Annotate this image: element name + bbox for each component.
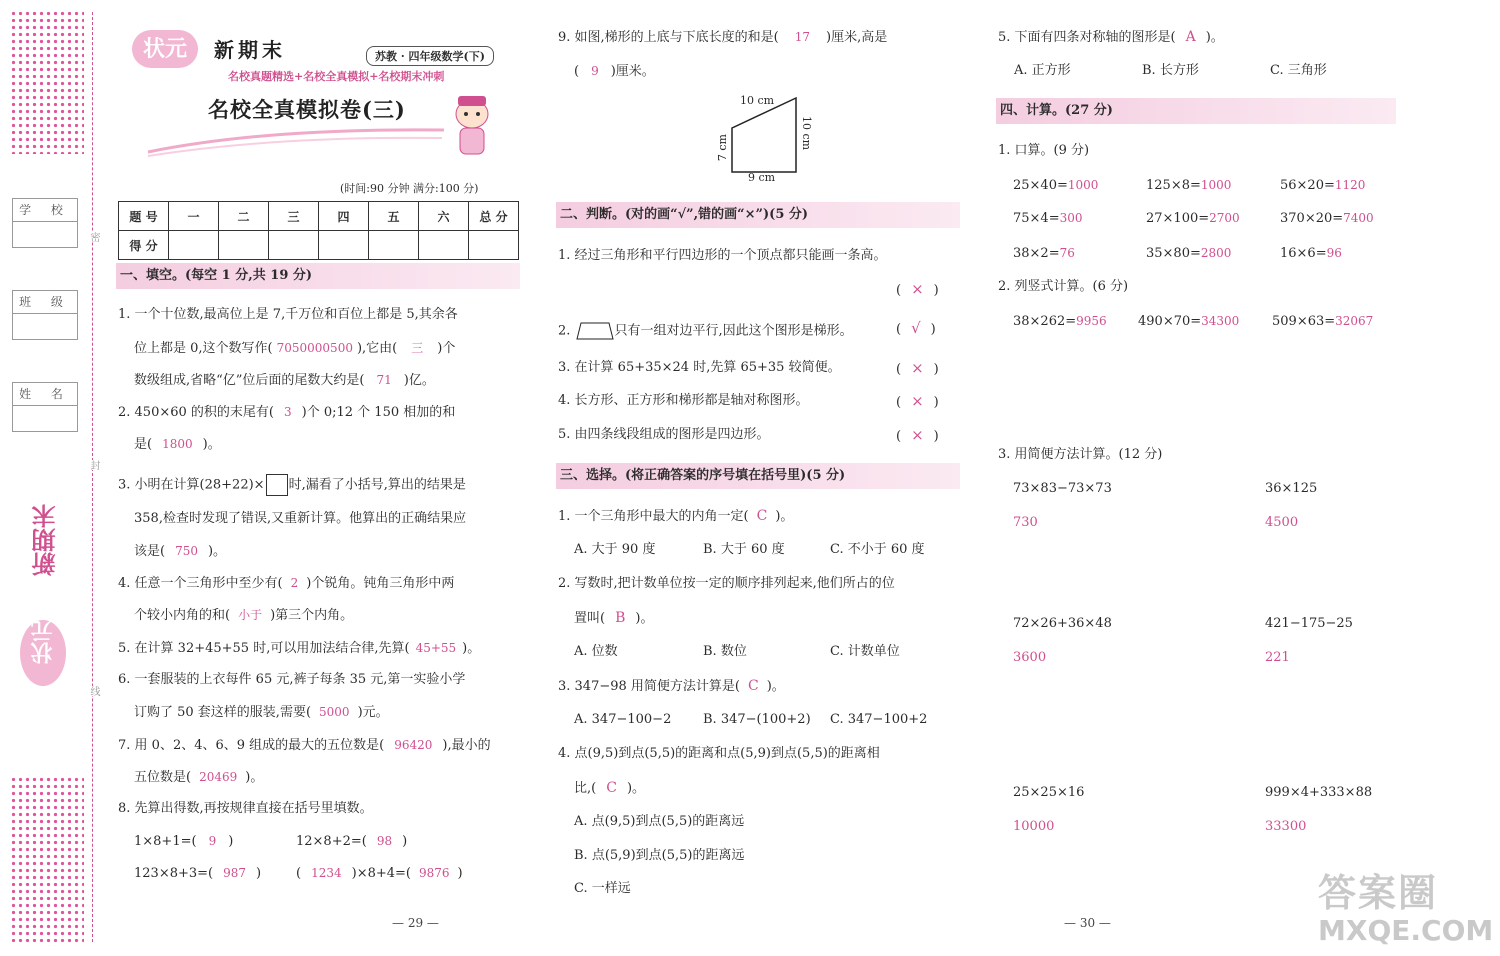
oral-item-1 — [1013, 178, 1098, 193]
answer-mark: × — [911, 426, 924, 444]
seal-xian: 线 — [88, 686, 99, 696]
q4-line2 — [134, 608, 353, 623]
score-cell: 五 — [369, 202, 419, 231]
q5-line1 — [118, 641, 480, 656]
q2-text: 是( — [134, 437, 153, 452]
expr: 56×20= — [1280, 178, 1335, 193]
answer: 5000 — [319, 705, 350, 719]
q2-line2 — [134, 437, 221, 452]
q2-text: 2. 450×60 的积的末尾有( — [118, 405, 274, 420]
q1-text: 数级组成,省略“亿”位后面的尾数大约是( — [134, 373, 365, 388]
q2-line1 — [118, 405, 455, 420]
name-field[interactable] — [12, 382, 78, 432]
answer: 1120 — [1334, 178, 1366, 192]
score-input-cell[interactable] — [469, 231, 519, 260]
section1-title: 一、填空。(每空 1 分,共 19 分) — [116, 263, 520, 289]
expr: 38×262= — [1013, 314, 1077, 329]
oral-item-9 — [1280, 246, 1342, 261]
series-title: 新期末 — [214, 38, 286, 62]
q4-line1 — [118, 576, 454, 591]
choice-text: 比,( — [574, 781, 597, 796]
trapezoid-left-label: 7 cm — [716, 134, 729, 162]
choice-q5-option-c: C. 三角形 — [1270, 63, 1327, 78]
q9-text: 9. 如图,梯形的上底与下底长度的和是( — [558, 30, 779, 45]
choice-q5-stem — [998, 30, 1224, 45]
school-label: 学 校 — [13, 201, 77, 222]
oral-item-6 — [1280, 211, 1374, 226]
answer-mark: × — [911, 359, 924, 377]
choice-q2-line2 — [574, 611, 653, 626]
choice-q4-line1: 4. 点(9,5)到点(5,5)的距离和点(5,9)到点(5,5)的距离相 — [558, 746, 880, 761]
choice-q1-option-c: C. 不小于 60 度 — [830, 542, 925, 557]
score-input-cell[interactable] — [319, 231, 369, 260]
watermark-top: 答案圈 — [1318, 871, 1439, 915]
side-logo-brand-text: 状元 — [30, 620, 56, 664]
simple-answer-1: 730 — [1013, 515, 1038, 530]
answer: 45+55 — [415, 641, 457, 655]
score-cell: 二 — [219, 202, 269, 231]
trapezoid-top-label: 10 cm — [740, 94, 775, 107]
q8-text: ) — [228, 834, 234, 849]
oral-item-2 — [1146, 178, 1231, 193]
page-number-left: — 29 — — [392, 916, 439, 930]
q1-line2 — [134, 341, 455, 356]
answer: 1234 — [311, 866, 342, 880]
q1-line3 — [134, 373, 435, 388]
answer: 9 — [591, 64, 599, 78]
school-field[interactable] — [12, 198, 78, 248]
choice-q3-option-b: B. 347−(100+2) — [703, 712, 811, 727]
q8-text: )×8+4=( — [351, 866, 411, 881]
oral-title: 1. 口算。(9 分) — [998, 143, 1090, 158]
q1-text: )亿。 — [403, 373, 435, 388]
section2-title: 二、判断。(对的画“√”,错的画“×”)(5 分) — [556, 202, 960, 228]
score-cell: 总 分 — [469, 202, 519, 231]
q8-expr3 — [134, 866, 261, 881]
choice-q1-option-a: A. 大于 90 度 — [574, 542, 656, 557]
q7-text: ),最小的 — [442, 738, 491, 753]
answer: A — [1185, 29, 1196, 45]
q4-text: 个较小内角的和( — [134, 608, 231, 623]
answer: 71 — [376, 373, 392, 387]
answer: 9 — [208, 834, 217, 848]
q3-text: 时,漏看了小括号,算出的结果是 — [288, 477, 466, 493]
choice-q4-option-b: B. 点(5,9)到点(5,5)的距离远 — [574, 848, 745, 863]
answer: C — [756, 508, 768, 524]
choice-text: )。 — [766, 679, 785, 694]
expr: 38×2= — [1013, 246, 1060, 261]
choice-q3-option-a: A. 347−100−2 — [574, 712, 672, 727]
score-table — [118, 201, 519, 260]
answer: 1000 — [1200, 178, 1232, 192]
simple-answer-5: 10000 — [1013, 819, 1055, 834]
choice-q4-option-a: A. 点(9,5)到点(5,5)的距离远 — [574, 814, 745, 829]
time-info: (时间:90 分钟 满分:100 分) — [340, 182, 479, 195]
answer: B — [615, 610, 626, 626]
class-label: 班 级 — [13, 293, 77, 314]
q8-expr1 — [134, 834, 233, 849]
q5-text: )。 — [462, 641, 481, 656]
answer: 96420 — [394, 738, 433, 752]
mascot-icon — [440, 92, 504, 164]
oral-item-4 — [1013, 211, 1083, 226]
answer: 1800 — [162, 437, 193, 451]
q6-text: 订购了 50 套这样的服装,需要( — [134, 705, 312, 720]
q5-text: 5. 在计算 32+45+55 时,可以用加法结合律,先算( — [118, 641, 410, 656]
score-input-cell[interactable] — [219, 231, 269, 260]
answer: 7050000500 — [276, 341, 353, 355]
q7-text: 7. 用 0、2、4、6、9 组成的最大的五位数是( — [118, 738, 385, 753]
q1-line1: 1. 一个十位数,最高位上是 7,千万位和百位上都是 5,其余各 — [118, 307, 458, 322]
choice-q2-option-a: A. 位数 — [574, 644, 618, 659]
score-table-score-row — [119, 231, 519, 260]
judge-mark-4: ( × ) — [896, 392, 939, 410]
choice-q5-option-b: B. 长方形 — [1142, 63, 1199, 78]
expr: 75×4= — [1013, 211, 1060, 226]
vertical-item-1 — [1013, 314, 1107, 329]
q4-text: )第三个内角。 — [270, 608, 354, 623]
score-input-cell[interactable] — [419, 231, 469, 260]
answer: 1000 — [1067, 178, 1099, 192]
expr: 16×6= — [1280, 246, 1327, 261]
q8-text: ) — [402, 834, 408, 849]
section3-title: 三、选择。(将正确答案的序号填在括号里)(5 分) — [556, 463, 960, 489]
simple-expr-2: 36×125 — [1265, 481, 1318, 496]
answer: C — [748, 678, 759, 694]
header-swoosh — [146, 118, 446, 158]
expr: 35×80= — [1146, 246, 1201, 261]
vertical-item-2 — [1138, 314, 1239, 329]
expr: 27×100= — [1146, 211, 1210, 226]
judge-item-5: 5. 由四条线段组成的图形是四边形。 — [558, 427, 770, 442]
answer: 96 — [1326, 246, 1342, 260]
judge-item-4: 4. 长方形、正方形和梯形都是轴对称图形。 — [558, 393, 809, 408]
answer-mark: × — [911, 280, 924, 298]
vertical-title: 2. 列竖式计算。(6 分) — [998, 279, 1129, 294]
answer: 2700 — [1209, 211, 1240, 225]
margin-cut-line — [92, 12, 93, 942]
score-row-label: 得 分 — [119, 231, 169, 260]
q8-text: ) — [457, 866, 463, 881]
q6-line1: 6. 一套服装的上衣每件 65 元,裤子每条 35 元,第一实验小学 — [118, 672, 466, 687]
trapezoid-right-label: 10 cm — [800, 116, 813, 151]
answer: 小于 — [238, 608, 263, 622]
judge-mark-1: ( × ) — [896, 280, 939, 298]
q7-text: )。 — [245, 770, 264, 785]
q3-line3 — [134, 544, 226, 559]
answer: 76 — [1059, 246, 1075, 260]
simple-expr-3: 72×26+36×48 — [1013, 616, 1112, 631]
q8-text: ( — [296, 866, 302, 881]
answer: 9876 — [419, 866, 450, 880]
blank-box[interactable] — [266, 474, 288, 496]
judge-mark-5: ( × ) — [896, 426, 939, 444]
q8-expr2 — [296, 834, 407, 849]
answer: 300 — [1059, 211, 1083, 225]
q1-text: 位上都是 0,这个数写作( — [134, 341, 273, 356]
q9-text: )厘米,高是 — [826, 30, 888, 45]
margin-dot-pattern-top — [10, 10, 84, 154]
choice-q1-option-b: B. 大于 60 度 — [703, 542, 785, 557]
answer: 17 — [794, 30, 811, 44]
class-field[interactable] — [12, 290, 78, 340]
q1-text: )个 — [437, 341, 456, 356]
q3-text: 3. 小明在计算(28+22)× — [118, 477, 265, 493]
edition-badge: 苏教 · 四年级数学(下) — [366, 46, 494, 66]
exam-title: 名校全真模拟卷(三) — [208, 97, 406, 122]
oral-item-8 — [1146, 246, 1231, 261]
choice-text: )。 — [635, 611, 654, 626]
simple-expr-5: 25×25×16 — [1013, 785, 1085, 800]
answer: 三 — [411, 341, 424, 355]
score-cell: 四 — [319, 202, 369, 231]
simple-answer-2: 4500 — [1265, 515, 1299, 530]
q9-line1 — [558, 30, 887, 45]
answer: 987 — [223, 866, 247, 880]
q8-expr4 — [296, 866, 463, 881]
q8-text: ) — [256, 866, 262, 881]
score-table-header-row — [119, 202, 519, 231]
q9-text: ( — [574, 64, 580, 79]
q8-text: 1×8+1=( — [134, 834, 197, 849]
vertical-item-3 — [1272, 314, 1373, 329]
tagline: 名校真题精选+名校全真模拟+名校期末冲刺 — [228, 70, 445, 83]
answer: 9956 — [1076, 314, 1107, 328]
side-logo-series: 新期末 — [31, 504, 60, 576]
q4-text: 4. 任意一个三角形中至少有( — [118, 576, 283, 591]
choice-text: )。 — [626, 781, 646, 796]
q6-text: )元。 — [357, 705, 389, 720]
answer-mark: √ — [911, 319, 921, 337]
simple-answer-4: 221 — [1265, 650, 1290, 665]
q7-line2 — [134, 770, 263, 785]
q3-text: )。 — [207, 544, 227, 559]
judge-mark-2: ( √ ) — [896, 319, 936, 337]
seal-feng: 封 — [88, 460, 99, 470]
q7-line1 — [118, 738, 491, 753]
choice-q4-option-c: C. 一样远 — [574, 881, 631, 896]
q3-line2: 358,检查时发现了错误,又重新计算。他算出的正确结果应 — [134, 511, 467, 526]
judge-item-3: 3. 在计算 65+35×24 时,先算 65+35 较简便。 — [558, 360, 841, 375]
choice-text: 3. 347−98 用简便方法计算是( — [558, 679, 740, 694]
judge-item-2 — [558, 321, 853, 341]
q8-line1: 8. 先算出得数,再按规律直接在括号里填数。 — [118, 801, 373, 816]
answer: 2800 — [1200, 246, 1232, 260]
choice-text: 1. 一个三角形中最大的内角一定( — [558, 509, 749, 524]
score-input-cell[interactable] — [369, 231, 419, 260]
choice-q3-stem — [558, 679, 785, 694]
choice-text: 5. 下面有四条对称轴的图形是( — [998, 30, 1176, 45]
seal-mi: 密 — [88, 232, 99, 242]
simple-answer-6: 33300 — [1265, 819, 1307, 834]
choice-text: )。 — [775, 509, 794, 524]
simple-expr-1: 73×83−73×73 — [1013, 481, 1112, 496]
answer: 7400 — [1343, 211, 1374, 225]
answer-mark: × — [911, 392, 924, 410]
q6-line2 — [134, 705, 389, 720]
expr: 370×20= — [1280, 211, 1344, 226]
side-logo-brand — [20, 620, 66, 686]
score-cell: 六 — [419, 202, 469, 231]
answer: 32067 — [1335, 314, 1374, 328]
choice-q4-line2 — [574, 781, 645, 796]
q3-line1 — [118, 474, 466, 496]
choice-q5-option-a: A. 正方形 — [1014, 63, 1071, 78]
judge-text: 只有一组对边平行,因此这个图形是梯形。 — [614, 323, 853, 339]
q8-text: 12×8+2=( — [296, 834, 367, 849]
watermark-bottom: MXQE.COM — [1318, 914, 1494, 947]
expr: 125×8= — [1146, 178, 1201, 193]
choice-q2-line1: 2. 写数时,把计数单位按一定的顺序排列起来,他们所占的位 — [558, 576, 895, 591]
expr: 490×70= — [1138, 314, 1202, 329]
trapezoid-bottom-label: 9 cm — [748, 171, 776, 184]
simple-answer-3: 3600 — [1013, 650, 1047, 665]
margin-dot-pattern-bottom — [10, 776, 84, 946]
choice-q3-option-c: C. 347−100+2 — [830, 712, 928, 727]
answer: 20469 — [199, 770, 238, 784]
simple-expr-6: 999×4+333×88 — [1265, 785, 1373, 800]
q7-text: 五位数是( — [134, 770, 192, 785]
score-cell: 一 — [169, 202, 219, 231]
answer: C — [606, 780, 617, 796]
judge-prefix: 2. — [558, 323, 571, 339]
simple-title: 3. 用简便方法计算。(12 分) — [998, 447, 1163, 462]
choice-q1-stem — [558, 509, 793, 524]
q2-text: )个 0;12 个 150 相加的和 — [301, 405, 456, 420]
score-cell: 三 — [269, 202, 319, 231]
oral-item-5 — [1146, 211, 1240, 226]
page-number-right: — 30 — — [1064, 916, 1111, 930]
choice-text: 置叫( — [574, 611, 606, 626]
oral-item-3 — [1280, 178, 1365, 193]
score-cell: 题 号 — [119, 202, 169, 231]
oral-item-7 — [1013, 246, 1075, 261]
answer: 750 — [175, 544, 198, 558]
name-label: 姓 名 — [13, 385, 77, 406]
q1-text: ),它由( — [356, 341, 398, 356]
judge-mark-3: ( × ) — [896, 359, 939, 377]
judge-item-1: 1. 经过三角形和平行四边形的一个顶点都只能画一条高。 — [558, 248, 887, 263]
trapezoid-shape — [732, 98, 796, 172]
answer: 34300 — [1201, 314, 1240, 328]
q9-text: )厘米。 — [610, 64, 655, 79]
q4-text: )个锐角。钝角三角形中两 — [306, 576, 455, 591]
q2-text: )。 — [202, 437, 221, 452]
choice-q2-option-b: B. 数位 — [703, 644, 747, 659]
brand-logo-text: 状元 — [142, 36, 187, 62]
q8-text: 123×8+3=( — [134, 866, 214, 881]
score-input-cell[interactable] — [169, 231, 219, 260]
choice-text: )。 — [1205, 30, 1224, 45]
brand-logo — [132, 30, 198, 68]
answer: 3 — [284, 405, 292, 419]
simple-expr-4: 421−175−25 — [1265, 616, 1353, 631]
expr: 509×63= — [1272, 314, 1336, 329]
expr: 25×40= — [1013, 178, 1068, 193]
answer: 98 — [376, 834, 393, 848]
parallelogram-icon — [575, 321, 615, 341]
score-input-cell[interactable] — [269, 231, 319, 260]
section4-title: 四、计算。(27 分) — [996, 98, 1396, 124]
choice-q2-option-c: C. 计数单位 — [830, 644, 900, 659]
answer: 2 — [290, 576, 299, 590]
q3-text: 该是( — [134, 544, 166, 559]
q9-line2 — [574, 64, 655, 79]
